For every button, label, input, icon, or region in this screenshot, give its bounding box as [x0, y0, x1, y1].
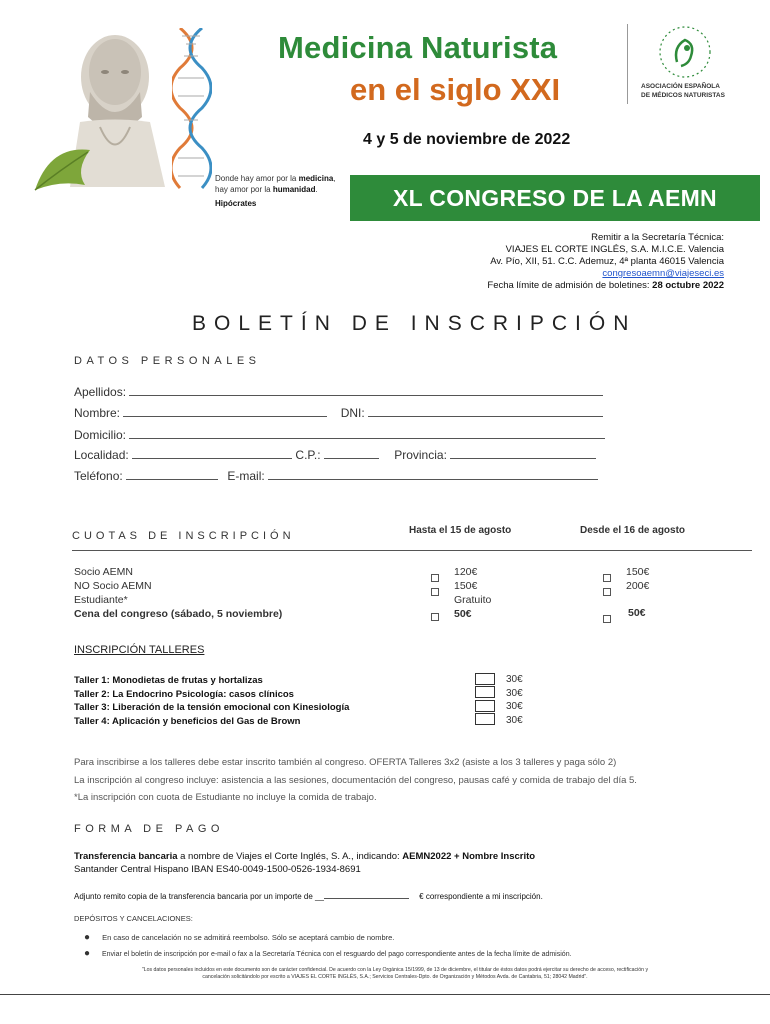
- price-early-socio: 120€: [454, 566, 478, 578]
- adjunto-text-after: € correspondiente a mi inscripción.: [419, 892, 543, 901]
- remit-email-link[interactable]: congresoaemn@viajeseci.es: [602, 268, 724, 279]
- event-title-line2: en el siglo XXI: [350, 72, 561, 107]
- bank-account: Santander Central Hispano IBAN ES40-0049-1500-0526-1934-8691: [74, 864, 361, 875]
- deposits-heading: DEPÓSITOS Y CANCELACIONES:: [74, 914, 193, 923]
- hippocrates-quote: Donde hay amor por la medicina, hay amor por la humanidad.: [215, 174, 336, 194]
- remit-line1: Remitir a la Secretaría Técnica:: [591, 232, 724, 243]
- note-student: *La inscripción con cuota de Estudiante no incluye la comida de trabajo.: [74, 792, 377, 803]
- transfer-bold: Transferencia bancaria: [74, 851, 178, 862]
- bullet-dot-icon: ●: [84, 932, 91, 943]
- nombre-field[interactable]: [123, 404, 327, 417]
- legal-notice: [40, 967, 750, 981]
- taller-2-label: Taller 2: La Endocrino Psicología: casos clínicos: [74, 688, 294, 700]
- price-late-socio: 150€: [626, 566, 650, 578]
- adjunto-line: [74, 889, 543, 901]
- taller-3-price: 30€: [506, 701, 523, 712]
- bullet-1-text: En caso de cancelación no se admitirá reembolso. Sólo se aceptará cambio de nombre.: [102, 933, 395, 942]
- cb-early-cena[interactable]: [431, 608, 439, 626]
- deadline-value: 28 octubre 2022: [652, 280, 724, 291]
- taller-4-price: 30€: [506, 714, 523, 726]
- transfer-line: [74, 851, 535, 862]
- price-early-estudiante: Gratuito: [454, 594, 492, 606]
- cuota-label-estudiante: Estudiante*: [74, 594, 128, 606]
- email-field[interactable]: [268, 467, 598, 480]
- bullet-2: [84, 948, 572, 959]
- importe-field[interactable]: [324, 889, 409, 899]
- talleres-list: [74, 674, 349, 728]
- quote-text-2: hay amor por la: [215, 185, 273, 194]
- taller-4-label: Taller 4: Aplicación y beneficios del Gas de Brown: [74, 715, 301, 727]
- association-line1: ASOCIACIÓN ESPAÑOLA: [641, 83, 720, 90]
- deadline-label: Fecha límite de admisión de boletines:: [487, 280, 653, 291]
- provincia-label: Provincia:: [394, 448, 447, 462]
- dni-label: DNI:: [340, 406, 365, 420]
- note-talleres: Para inscribirse a los talleres debe estar inscrito también al congreso. OFERTA Talleres 3x2 (asiste a los 3 talleres y paga sólo 2): [74, 757, 617, 768]
- aemn-logo-icon: [655, 22, 715, 80]
- event-dates: 4 y 5 de noviembre de 2022: [363, 131, 571, 148]
- taller-1-label: Taller 1: Monodietas de frutas y hortalizas: [74, 675, 263, 686]
- taller-4-checkbox[interactable]: [475, 713, 495, 725]
- payment-heading: FORMA DE PAGO: [74, 823, 224, 835]
- bullet-dot-icon: ●: [84, 948, 91, 959]
- cp-field[interactable]: [324, 446, 379, 459]
- quote-bold-1: medicina: [298, 174, 334, 183]
- localidad-row: [74, 446, 596, 462]
- cuotas-divider: [72, 550, 752, 551]
- quote-author: Hipócrates: [215, 199, 257, 208]
- taller-1-checkbox[interactable]: [475, 673, 495, 685]
- col-late-header: Desde el 16 de agosto: [580, 525, 686, 536]
- association-name: [641, 82, 725, 100]
- cuota-label-nosocio: NO Socio AEMN: [74, 580, 152, 592]
- quote-text-1: Donde hay amor por la: [215, 174, 299, 183]
- domicilio-row: [74, 426, 605, 442]
- email-label: E-mail:: [227, 469, 265, 483]
- domicilio-label: Domicilio:: [74, 428, 127, 442]
- quote-bold-2: humanidad: [272, 185, 316, 194]
- price-late-nosocio: 200€: [626, 580, 650, 592]
- bullet-2-text: Enviar el boletín de inscripción por e-mail o fax a la Secretaría Técnica con el resguardo del pago correspondiente antes de la fecha límite de admisión.: [102, 951, 572, 958]
- cb-late-cena[interactable]: [603, 610, 611, 628]
- personal-data-heading: DATOS PERSONALES: [74, 355, 261, 367]
- cuota-labels: [74, 565, 282, 621]
- taller-1-price: 30€: [506, 674, 523, 685]
- nombre-row: [74, 404, 603, 420]
- dni-field[interactable]: [368, 404, 603, 417]
- apellidos-field[interactable]: [129, 383, 603, 396]
- dna-helix-image: [172, 28, 212, 203]
- taller-2-checkbox[interactable]: [475, 686, 495, 698]
- note-includes: La inscripción al congreso incluye: asistencia a las sesiones, documentación del congreso, pausas café y comida de trabajo del día 5.: [74, 775, 637, 786]
- telefono-field[interactable]: [126, 467, 218, 480]
- transfer-reference: AEMN2022 + Nombre Inscrito: [402, 851, 536, 862]
- taller-3-checkbox[interactable]: [475, 700, 495, 712]
- apellidos-label: Apellidos:: [74, 385, 127, 399]
- early-prices: [454, 565, 491, 621]
- cuota-label-cena: Cena del congreso (sábado, 5 noviembre): [74, 608, 283, 620]
- price-early-nosocio: 150€: [454, 580, 478, 592]
- form-title: BOLETÍN DE INSCRIPCIÓN: [192, 312, 637, 335]
- association-line2: DE MÉDICOS NATURISTAS: [641, 92, 725, 99]
- congress-banner: XL CONGRESO DE LA AEMN: [350, 175, 760, 221]
- header-divider: [627, 24, 628, 104]
- price-early-cena: 50€: [454, 608, 472, 620]
- bottom-rule: [0, 994, 770, 995]
- legal-line1: "Los datos personales incluidos en este documento son de carácter confidencial. De acuerdo con la Ley Orgánica 15/1999, de 13 de diciembre, el titular de éstos datos podrá ejercitar su derecho de acceso, rectificación y: [141, 967, 649, 973]
- telefono-row: [74, 467, 598, 483]
- talleres-heading: INSCRIPCIÓN TALLERES: [74, 644, 205, 656]
- green-leaf-image: [30, 140, 100, 200]
- domicilio-field[interactable]: [129, 426, 605, 439]
- cb-early-nosocio[interactable]: [431, 583, 439, 601]
- col-early-header: Hasta el 15 de agosto: [409, 525, 512, 536]
- cuota-label-socio: Socio AEMN: [74, 566, 133, 578]
- nombre-label: Nombre:: [74, 406, 121, 420]
- event-title-line1: Medicina Naturista: [278, 30, 558, 65]
- cb-late-nosocio[interactable]: [603, 583, 611, 601]
- adjunto-text-before: Adjunto remito copia de la transferencia bancaria por un importe de __: [74, 892, 324, 901]
- legal-line2: cancelación solicitándolo por escrito a VIAJES EL CORTE INGLÉS, S.A.; Servicios Centrales-Dpto. de Organización y Métodos Avda. de Cantabria, 51; 28042 Madrid".: [202, 974, 588, 980]
- talleres-prices: [506, 673, 523, 727]
- price-late-cena: 50€: [628, 607, 646, 619]
- taller-3-label: Taller 3: Liberación de la tensión emocional con Kinesiología: [74, 702, 350, 713]
- provincia-field[interactable]: [450, 446, 596, 459]
- cp-label: C.P.:: [295, 448, 321, 462]
- taller-2-price: 30€: [506, 687, 523, 699]
- remit-line3: Av. Pío, XII, 51. C.C. Ademuz, 4ª planta 46015 Valencia: [490, 256, 724, 267]
- telefono-label: Teléfono:: [74, 469, 123, 483]
- cuotas-heading: CUOTAS DE INSCRIPCIÓN: [72, 530, 295, 542]
- late-prices: [626, 565, 649, 593]
- localidad-label: Localidad:: [74, 448, 129, 462]
- remit-line2: VIAJES EL CORTE INGLÉS, S.A. M.I.C.E. Valencia: [505, 244, 724, 255]
- bullet-1: [84, 932, 394, 943]
- apellidos-row: [74, 383, 603, 399]
- remit-info: [487, 232, 724, 292]
- transfer-text: a nombre de Viajes el Corte Inglés, S. A., indicando:: [177, 851, 403, 862]
- localidad-field[interactable]: [132, 446, 292, 459]
